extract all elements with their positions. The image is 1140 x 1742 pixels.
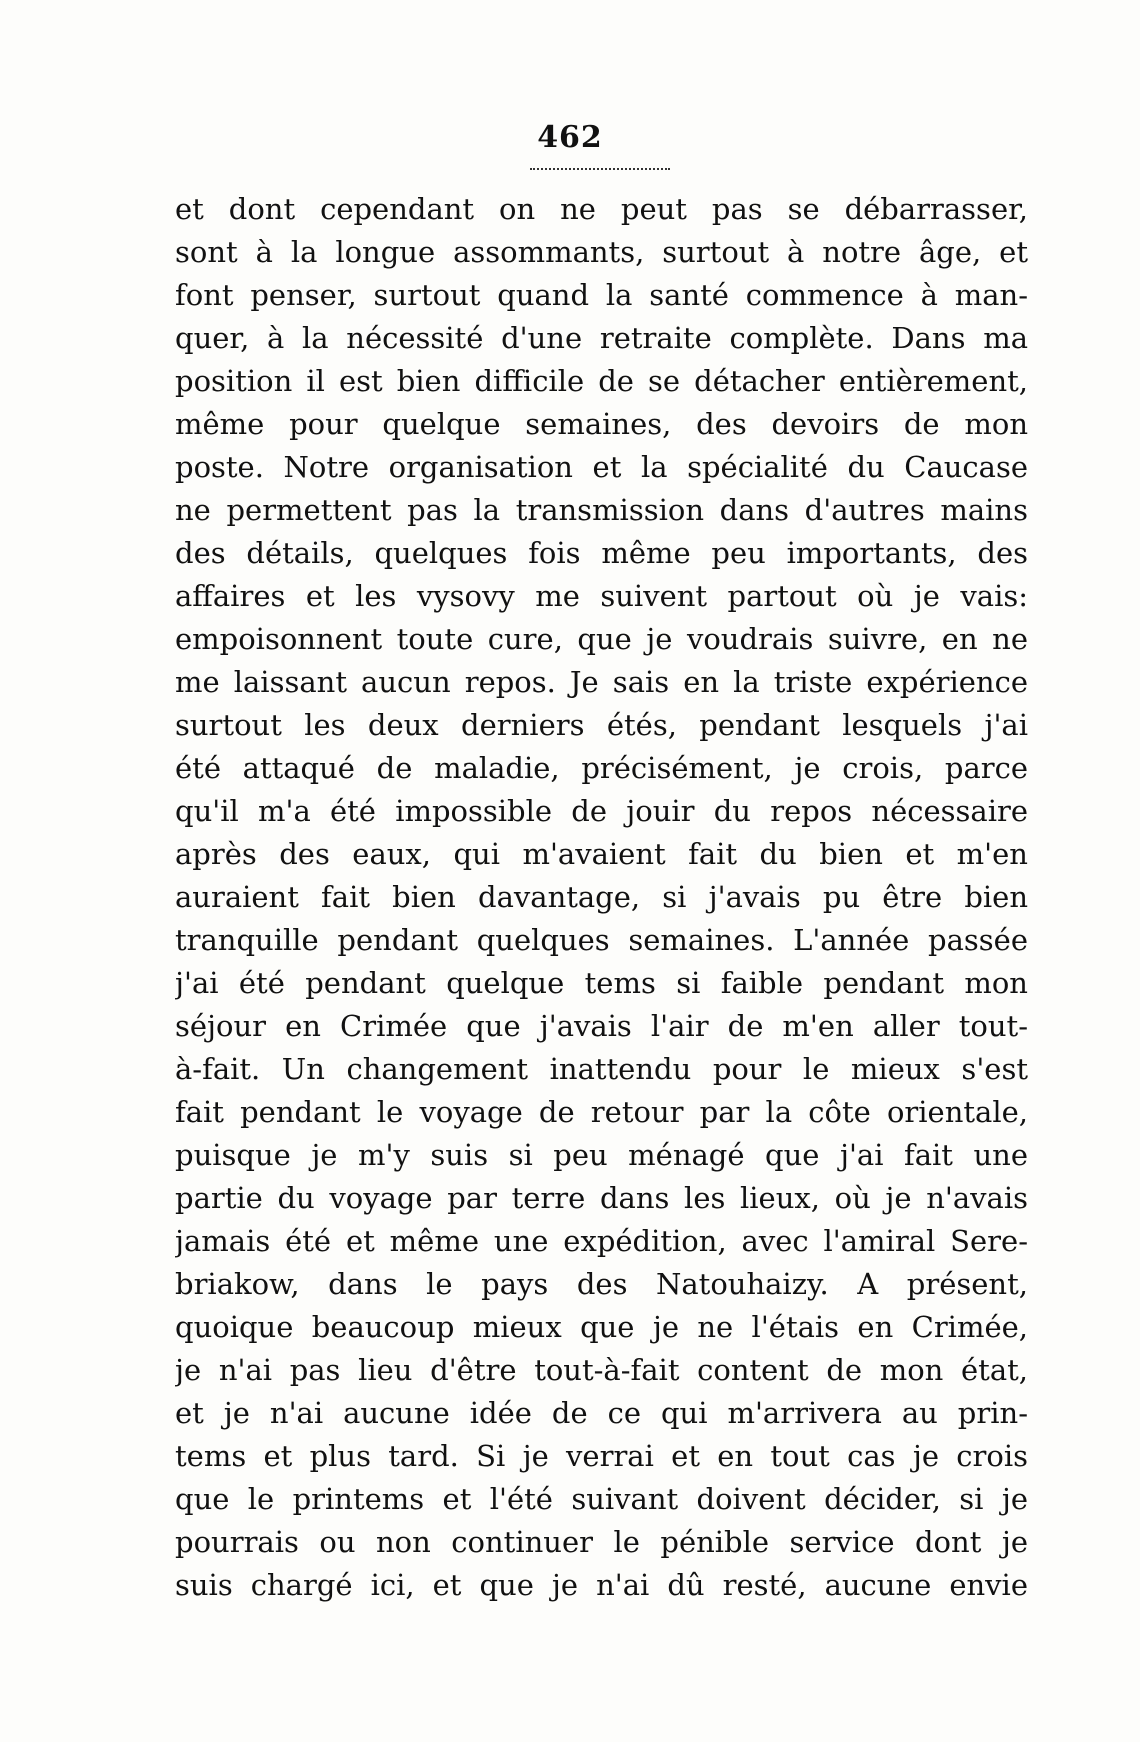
text-line: tems et plus tard. Si je verrai et en tout cas je crois <box>175 1439 1028 1473</box>
text-line: des détails, quelques fois même peu importants, des <box>175 536 1028 570</box>
page-number-ornament <box>530 162 670 170</box>
text-line: tranquille pendant quelques semaines. L'année passée <box>175 923 1028 957</box>
text-line: partie du voyage par terre dans les lieux, où je n'avais <box>175 1181 1028 1215</box>
text-line: suis chargé ici, et que je n'ai dû resté, aucune envie <box>175 1568 1028 1602</box>
text-line: briakow, dans le pays des Natouhaizy. A présent, <box>175 1267 1028 1301</box>
text-line: j'ai été pendant quelque tems si faible pendant mon <box>175 966 1028 1000</box>
text-line: puisque je m'y suis si peu ménagé que j'ai fait une <box>175 1138 1028 1172</box>
text-line: fait pendant le voyage de retour par la côte orientale, <box>175 1095 1028 1129</box>
text-line: ne permettent pas la transmission dans d'autres mains <box>175 493 1028 527</box>
text-line: à-fait. Un changement inattendu pour le mieux s'est <box>175 1052 1028 1086</box>
text-line: je n'ai pas lieu d'être tout-à-fait content de mon état, <box>175 1353 1028 1387</box>
text-line: et dont cependant on ne peut pas se débarrasser, <box>175 192 1028 226</box>
text-line: que le printems et l'été suivant doivent décider, si je <box>175 1482 1028 1516</box>
text-line: affaires et les vysovy me suivent partout où je vais: <box>175 579 1028 613</box>
text-line: auraient fait bien davantage, si j'avais pu être bien <box>175 880 1028 914</box>
page-number: 462 <box>537 120 603 155</box>
text-line: position il est bien difficile de se détacher entièrement, <box>175 364 1028 398</box>
text-line: été attaqué de maladie, précisément, je crois, parce <box>175 751 1028 785</box>
text-line: quer, à la nécessité d'une retraite complète. Dans ma <box>175 321 1028 355</box>
text-line: poste. Notre organisation et la spécialité du Caucase <box>175 450 1028 484</box>
text-line: font penser, surtout quand la santé commence à man- <box>175 278 1028 312</box>
text-line: même pour quelque semaines, des devoirs de mon <box>175 407 1028 441</box>
text-line: quoique beaucoup mieux que je ne l'étais en Crimée, <box>175 1310 1028 1344</box>
text-line: après des eaux, qui m'avaient fait du bien et m'en <box>175 837 1028 871</box>
text-line: jamais été et même une expédition, avec l'amiral Sere- <box>175 1224 1028 1258</box>
text-line: sont à la longue assommants, surtout à notre âge, et <box>175 235 1028 269</box>
text-line: qu'il m'a été impossible de jouir du repos nécessaire <box>175 794 1028 828</box>
text-line: et je n'ai aucune idée de ce qui m'arrivera au prin- <box>175 1396 1028 1430</box>
text-line: surtout les deux derniers étés, pendant lesquels j'ai <box>175 708 1028 742</box>
text-line: séjour en Crimée que j'avais l'air de m'en aller tout- <box>175 1009 1028 1043</box>
body-text <box>175 188 1028 1607</box>
text-line: pourrais ou non continuer le pénible service dont je <box>175 1525 1028 1559</box>
text-line: empoisonnent toute cure, que je voudrais suivre, en ne <box>175 622 1028 656</box>
text-line: me laissant aucun repos. Je sais en la triste expérience <box>175 665 1028 699</box>
